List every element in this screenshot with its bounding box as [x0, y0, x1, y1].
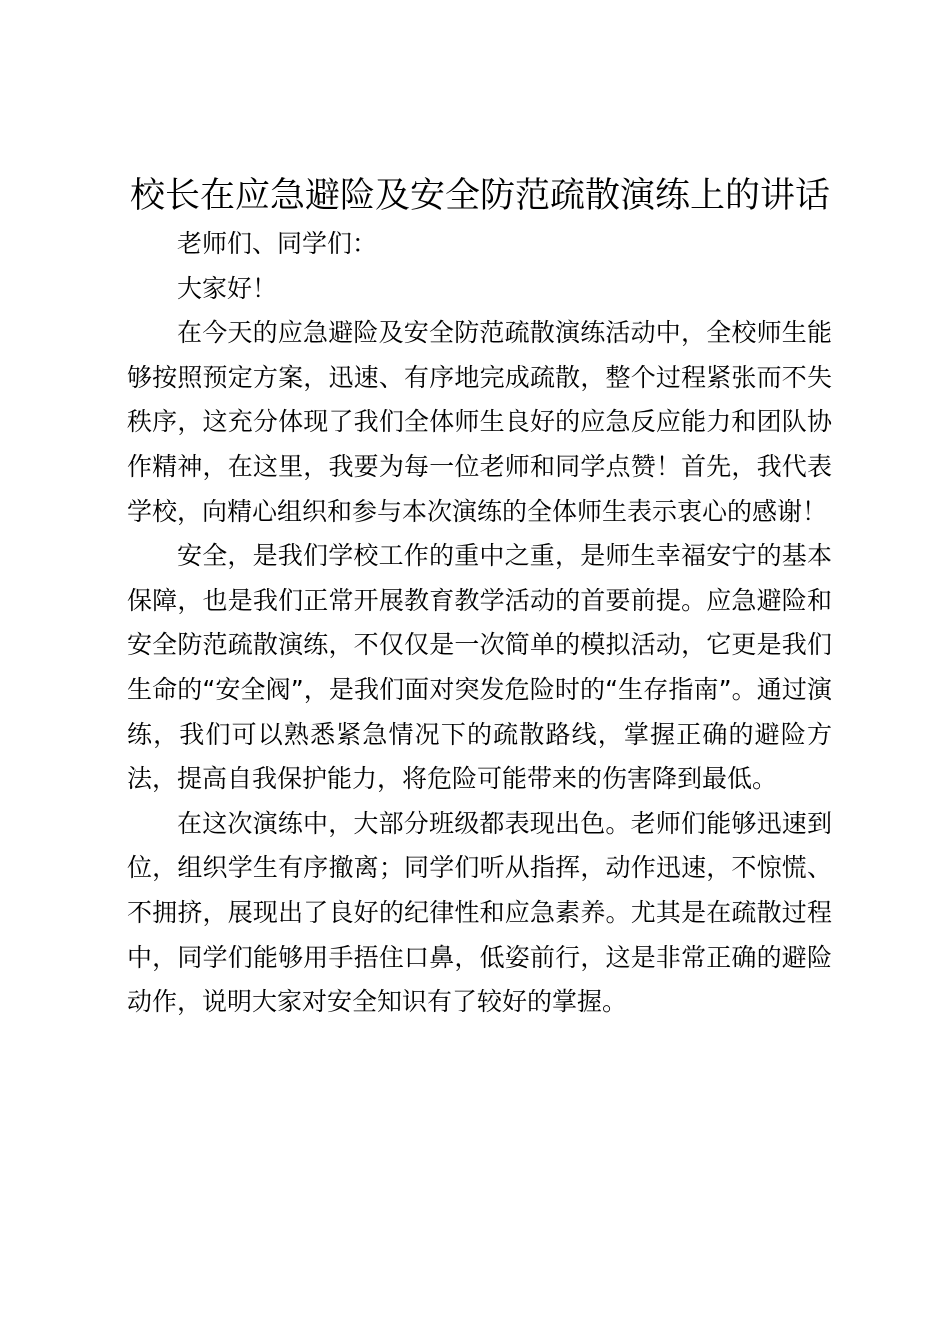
document-title: 校长在应急避险及安全防范疏散演练上的讲话 — [129, 176, 830, 216]
body-paragraph-3: 在这次演练中，大部分班级都表现出色。老师们能够迅速到位，组织学生有序撤离；同学们听从指挥，动作迅速，不惊慌、不拥挤，展现出了良好的纪律性和应急素养。尤其是在疏散过程中，同学们能够用手捂住口鼻，低姿前行，这是非常正确的避险动作，说明大家对安全知识有了较好的掌握。 — [127, 808, 832, 1017]
greeting: 大家好！ — [177, 273, 278, 303]
body-paragraph-2: 安全，是我们学校工作的重中之重，是师生幸福安宁的基本保障，也是我们正常开展教育教学活动的首要前提。应急避险和安全防范疏散演练，不仅仅是一次简单的模拟活动，它更是我们生命的“安全阀”，是我们面对突发危险时的“生存指南”。通过演练，我们可以熟悉紧急情况下的疏散路线，掌握正确的避险方法，提高自我保护能力，将危险可能带来的伤害降到最低。 — [127, 541, 832, 794]
body-paragraph-1: 在今天的应急避险及安全防范疏散演练活动中，全校师生能够按照预定方案，迅速、有序地完成疏散，整个过程紧张而不失秩序，这充分体现了我们全体师生良好的应急反应能力和团队协作精神，在这里，我要为每一位老师和同学点赞！首先，我代表学校，向精心组织和参与本次演练的全体师生表示衷心的感谢！ — [127, 318, 832, 526]
document-body — [127, 222, 832, 1025]
salutation: 老师们、同学们： — [177, 229, 378, 258]
